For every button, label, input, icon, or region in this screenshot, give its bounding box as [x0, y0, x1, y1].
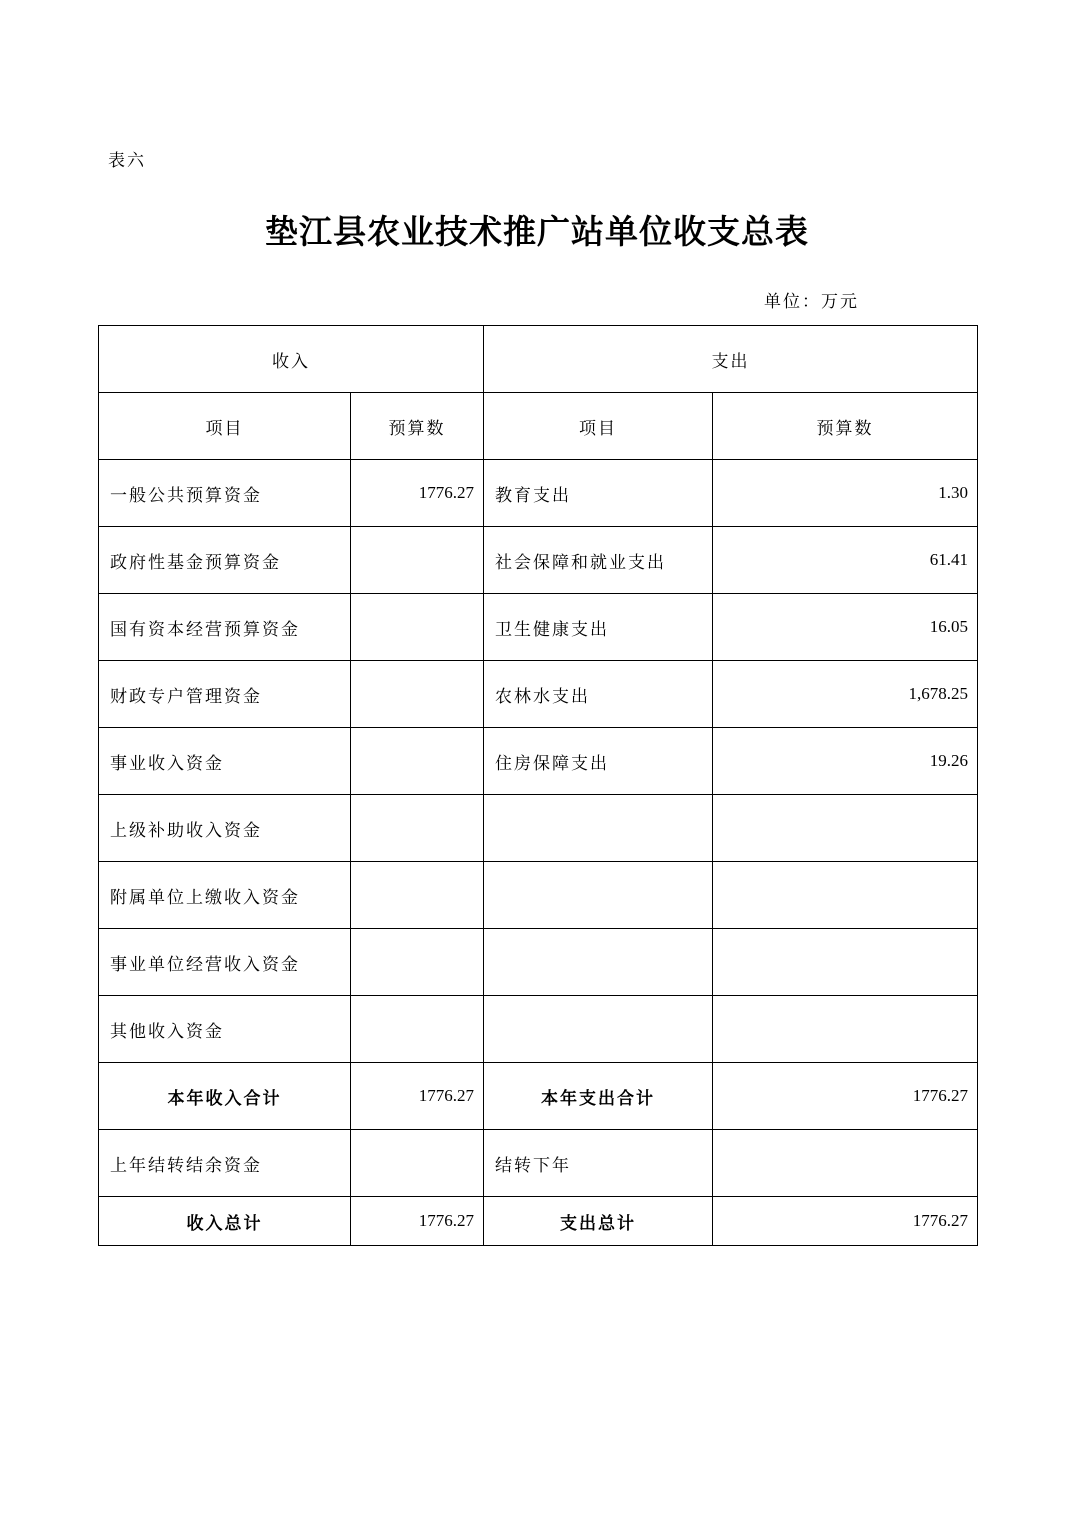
table-row [99, 996, 978, 1063]
unit-label: 单位：万元 [764, 292, 859, 312]
expense-value: 19.26 [713, 728, 978, 795]
expense-item-header: 项目 [484, 393, 713, 460]
expense-item [484, 929, 713, 996]
expense-item: 农林水支出 [484, 661, 713, 728]
income-value [351, 996, 484, 1063]
income-item: 国有资本经营预算资金 [99, 594, 351, 661]
income-value [351, 929, 484, 996]
table-row [99, 929, 978, 996]
table-row [99, 460, 978, 527]
expense-item: 社会保障和就业支出 [484, 527, 713, 594]
income-value: 1776.27 [351, 460, 484, 527]
section-header-row [99, 326, 978, 393]
expense-item: 住房保障支出 [484, 728, 713, 795]
income-item: 政府性基金预算资金 [99, 527, 351, 594]
income-value [351, 594, 484, 661]
income-value [351, 728, 484, 795]
income-item: 上级补助收入资金 [99, 795, 351, 862]
expense-header: 支出 [484, 326, 978, 393]
page-title: 垫江县农业技术推广站单位收支总表 [265, 212, 809, 251]
income-value [351, 661, 484, 728]
income-item: 其他收入资金 [99, 996, 351, 1063]
expense-value [713, 862, 978, 929]
expense-subtotal-value: 1776.27 [713, 1063, 978, 1130]
carry-over-row [99, 1130, 978, 1197]
budget-summary-table [98, 325, 978, 1246]
expense-item [484, 996, 713, 1063]
income-subtotal-value: 1776.27 [351, 1063, 484, 1130]
expense-value: 16.05 [713, 594, 978, 661]
expense-value: 1,678.25 [713, 661, 978, 728]
income-carry-value [351, 1130, 484, 1197]
total-row [99, 1197, 978, 1246]
income-total-label: 收入总计 [99, 1197, 351, 1246]
expense-item: 教育支出 [484, 460, 713, 527]
expense-carry-label: 结转下年 [484, 1130, 713, 1197]
column-header-row [99, 393, 978, 460]
income-carry-label: 上年结转结余资金 [99, 1130, 351, 1197]
income-total-value: 1776.27 [351, 1197, 484, 1246]
table-number: 表六 [108, 151, 146, 171]
table-row [99, 795, 978, 862]
expense-value [713, 795, 978, 862]
table-row [99, 862, 978, 929]
table-row [99, 728, 978, 795]
income-item: 事业收入资金 [99, 728, 351, 795]
income-item: 事业单位经营收入资金 [99, 929, 351, 996]
table-row [99, 527, 978, 594]
expense-carry-value [713, 1130, 978, 1197]
income-item: 一般公共预算资金 [99, 460, 351, 527]
income-subtotal-label: 本年收入合计 [99, 1063, 351, 1130]
income-item: 财政专户管理资金 [99, 661, 351, 728]
income-item: 附属单位上缴收入资金 [99, 862, 351, 929]
expense-value: 1.30 [713, 460, 978, 527]
table-row [99, 661, 978, 728]
income-item-header: 项目 [99, 393, 351, 460]
expense-item: 卫生健康支出 [484, 594, 713, 661]
expense-total-value: 1776.27 [713, 1197, 978, 1246]
expense-budget-header: 预算数 [713, 393, 978, 460]
income-value [351, 795, 484, 862]
table-row [99, 594, 978, 661]
income-budget-header: 预算数 [351, 393, 484, 460]
expense-item [484, 795, 713, 862]
expense-subtotal-label: 本年支出合计 [484, 1063, 713, 1130]
expense-value: 61.41 [713, 527, 978, 594]
income-value [351, 862, 484, 929]
expense-value [713, 996, 978, 1063]
income-header: 收入 [99, 326, 484, 393]
expense-total-label: 支出总计 [484, 1197, 713, 1246]
expense-value [713, 929, 978, 996]
subtotal-row [99, 1063, 978, 1130]
expense-item [484, 862, 713, 929]
income-value [351, 527, 484, 594]
